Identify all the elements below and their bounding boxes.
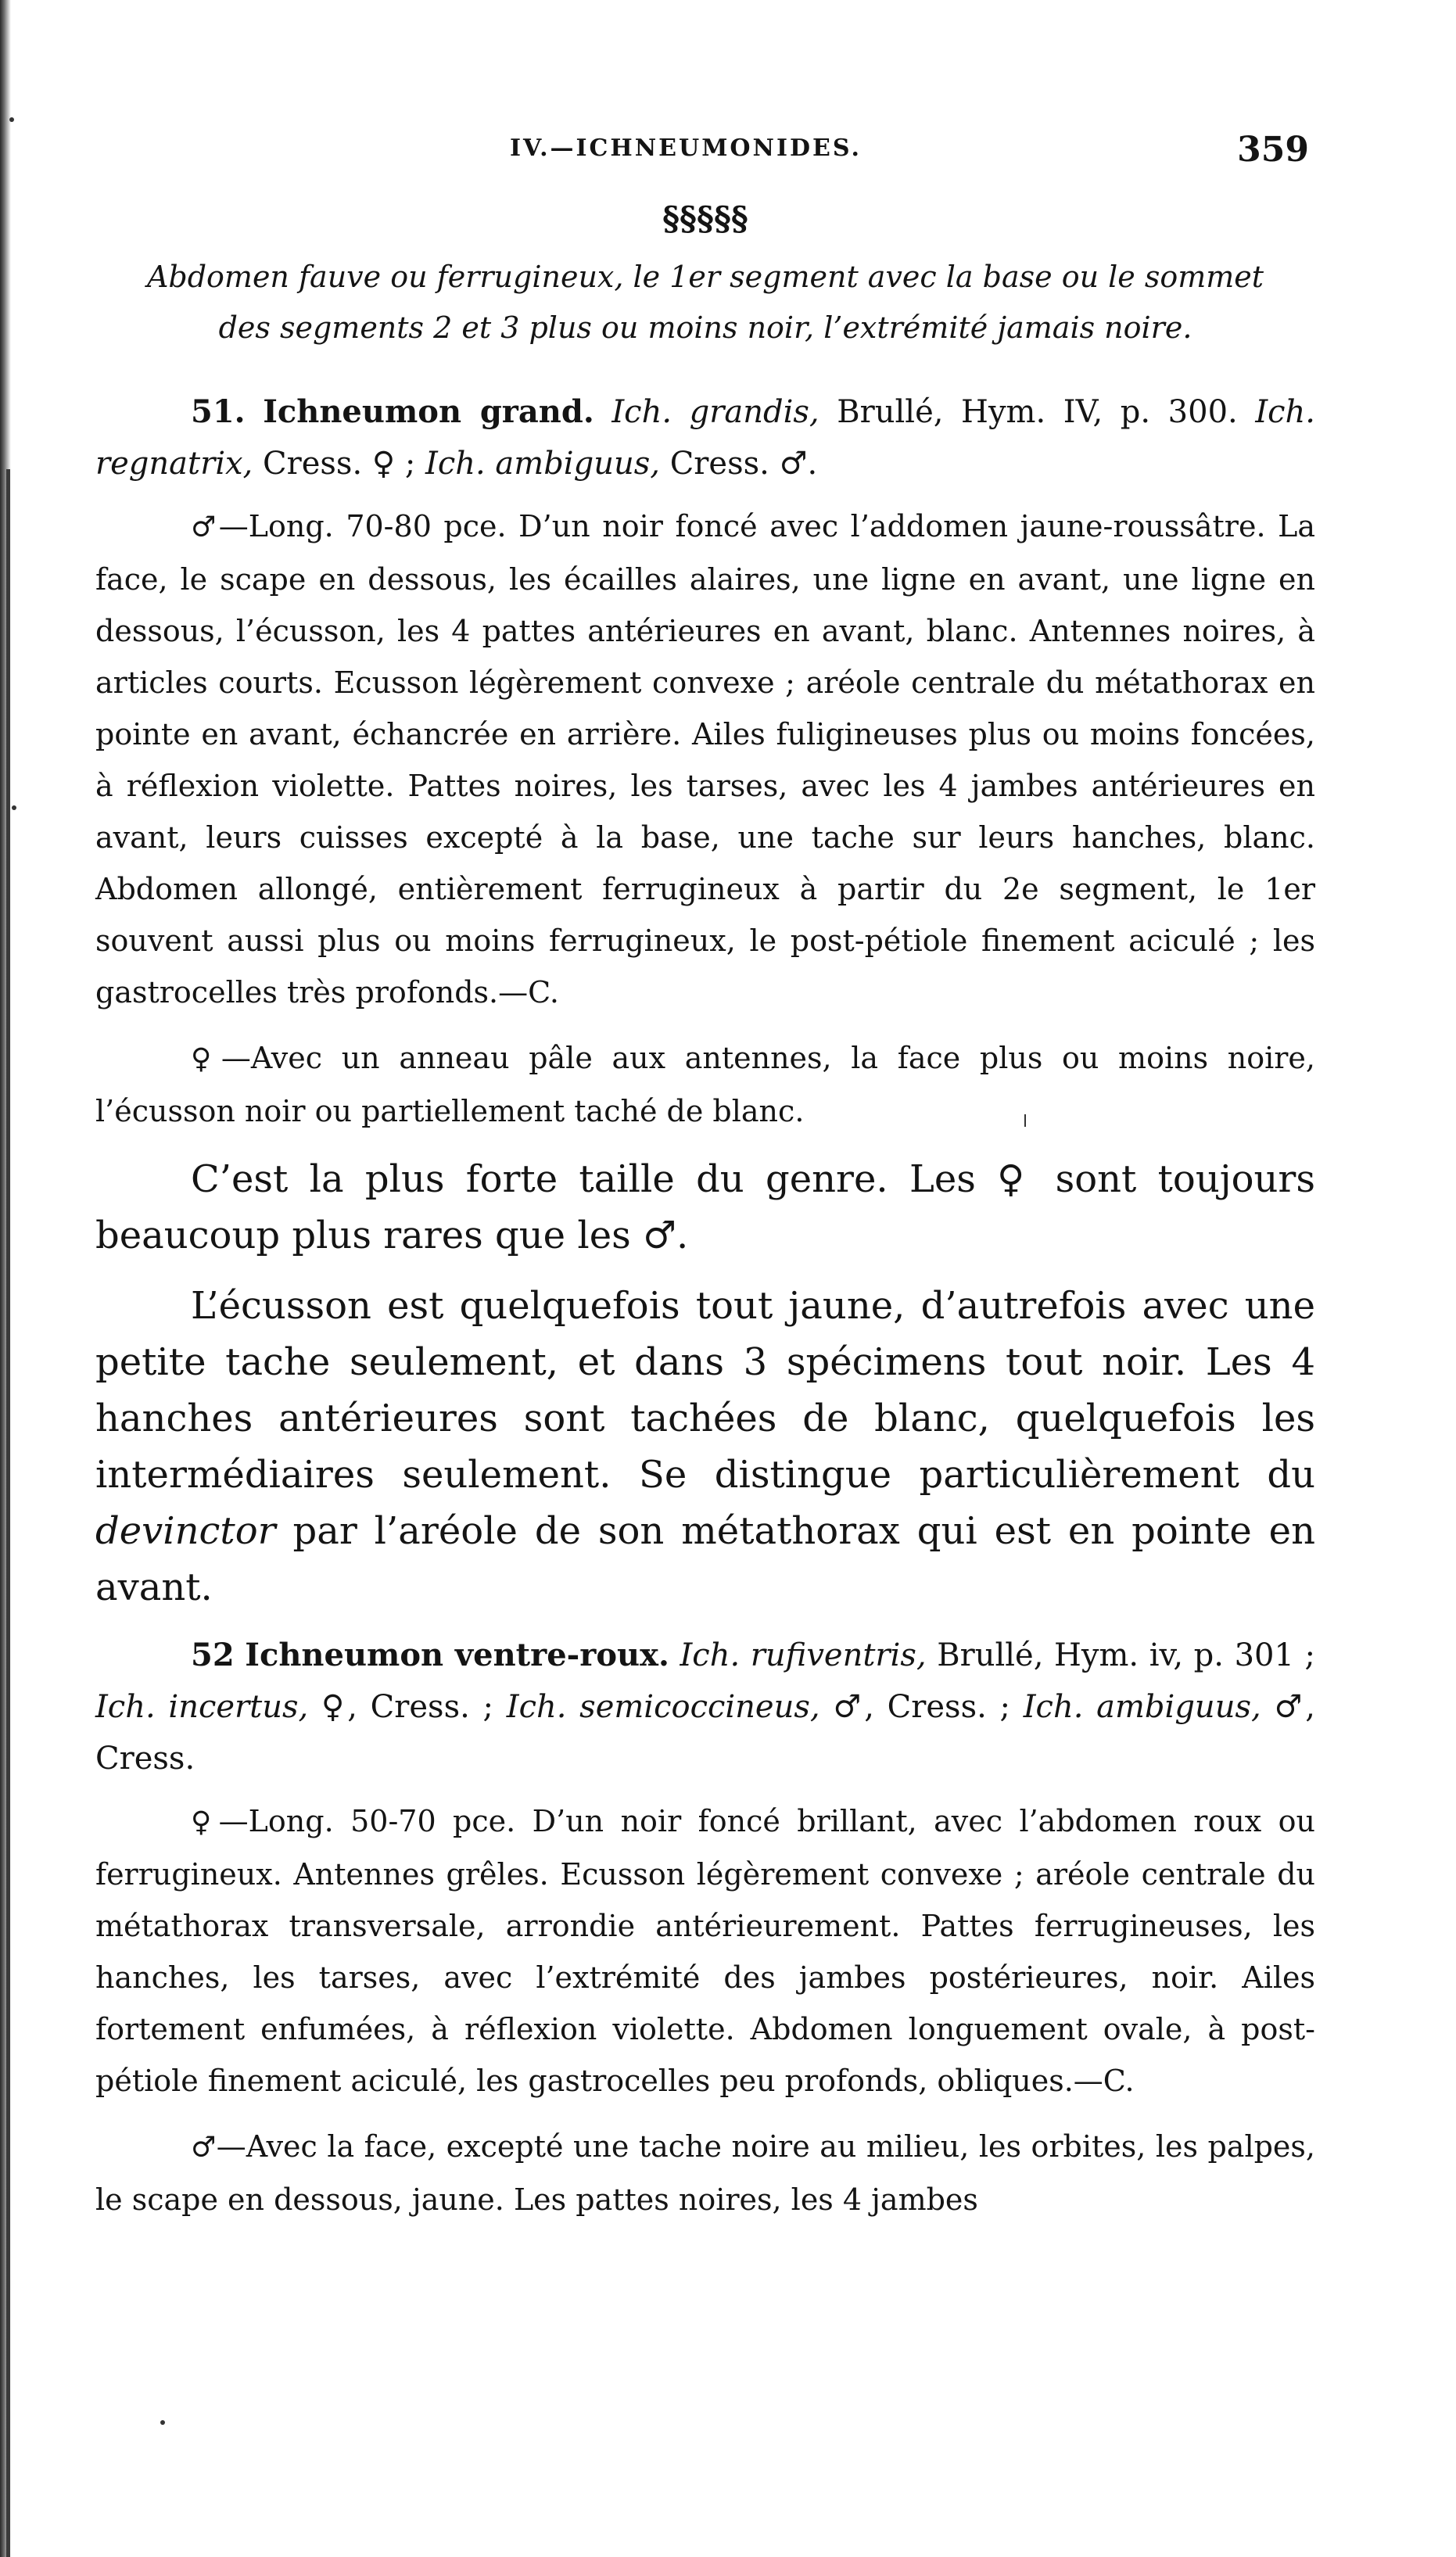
species-number: 51. bbox=[191, 393, 246, 430]
reference: ♂, Cress. bbox=[95, 1689, 1316, 1777]
female-symbol: ♀ bbox=[191, 1043, 221, 1075]
synonym: Ich. incertus, bbox=[95, 1689, 309, 1725]
comment-italic-name: devinctor bbox=[95, 1509, 276, 1553]
page-number: 359 bbox=[1237, 130, 1309, 170]
page-body bbox=[95, 199, 1315, 2240]
reference: Cress. ♀ ; bbox=[263, 446, 416, 482]
reference: ♂, Cress. ; bbox=[833, 1689, 1011, 1725]
species-51-comment-1: C’est la plus forte taille du genre. Les ♀ sont toujours beaucoup plus rares que les ♂. bbox=[95, 1157, 1315, 1257]
female-symbol: ♀ bbox=[191, 1806, 219, 1838]
section-mark: §§§§§ bbox=[662, 199, 748, 238]
description-text: —Avec un anneau pâle aux antennes, la face plus ou moins noire, l’écusson noir ou partiellement taché de blanc. bbox=[95, 1041, 1315, 1128]
species-number: 52 bbox=[191, 1637, 235, 1673]
comment-text: par l’aréole de son métathorax qui est en pointe en avant. bbox=[95, 1509, 1316, 1609]
reference: ♀, Cress. ; bbox=[321, 1689, 494, 1725]
binding-line bbox=[6, 469, 10, 2557]
synonym: Ich. semicoccineus, bbox=[506, 1689, 820, 1725]
comment-text: L’écusson est quelquefois tout jaune, d’autrefois avec une petite tache seulement, et dans 3 spécimens tout noir. Les 4 hanches antérieures sont tachées de blanc, quelquefois les intermédiaires seulement. Se distingue particulièrement du bbox=[95, 1284, 1315, 1497]
male-symbol: ♂ bbox=[191, 511, 219, 543]
reference: Brullé, Hym. iv, p. 301 ; bbox=[937, 1637, 1316, 1673]
reference: Cress. ♂. bbox=[669, 446, 818, 482]
species-51-female-description bbox=[95, 1032, 1315, 1137]
species-52-heading bbox=[95, 1630, 1315, 1784]
speck bbox=[12, 805, 16, 810]
synonym: Ich. grandis, bbox=[611, 394, 819, 430]
synonym: Ich. ambiguus, bbox=[1023, 1689, 1261, 1725]
description-text: —Long. 70-80 pce. D’un noir foncé avec l’addomen jaune-roussâtre. La face, le scape en dessous, les écailles alaires, une ligne en avant, une ligne en dessous, l’écusson, les 4 pattes antérieures en avant, blanc. Antennes noires, à articles courts. Ecusson légèrement convexe ; aréole centrale du métathorax en pointe en avant, échancrée en arrière. Ailes fuligineuses plus ou moins foncées, à réflexion violette. Pattes noires, les tarses, avec les 4 jambes antérieures en avant, leurs cuisses excepté à la base, une tache sur leurs hanches, blanc. Abdomen allongé, entièrement ferrugineux à partir du 2e segment, le 1er souvent aussi plus ou moins ferrugineux, le post-pétiole finement aciculé ; les gastrocelles très profonds.—C. bbox=[95, 509, 1315, 1010]
species-51-male-description bbox=[95, 500, 1315, 1018]
species-51-heading bbox=[95, 386, 1315, 490]
species-52-male-description bbox=[95, 2121, 1315, 2225]
section-description: Abdomen fauve ou ferrugineux, le 1er segment avec la base ou le sommet des segments 2 et 3 plus ou moins noir, l’extrémité jamais noire. bbox=[146, 260, 1264, 345]
running-header bbox=[95, 130, 1315, 181]
speck bbox=[9, 117, 14, 122]
species-name: Ichneumon ventre-roux. bbox=[245, 1637, 669, 1673]
description-text: —Avec la face, excepté une tache noire au milieu, les orbites, les palpes, le scape en dessous, jaune. Les pattes noires, les 4 jambes bbox=[95, 2129, 1315, 2217]
synonym: Ich. regnatrix, bbox=[95, 394, 1316, 482]
description-text: —Long. 50-70 pce. D’un noir foncé brillant, avec l’abdomen roux ou ferrugineux. Antennes grêles. Ecusson légèrement convexe ; aréole centrale du métathorax transversale, arrondie antérieurement. Pattes ferrugineuses, les hanches, les tarses, avec l’extrémité des jambes postérieures, noir. Ailes fortement enfumées, à réflexion violette. Abdomen longuement ovale, à post-pétiole finement aciculé, les gastrocelles peu profonds, obliques.—C. bbox=[95, 1804, 1315, 2098]
male-symbol: ♂ bbox=[191, 2132, 217, 2164]
synonym: Ich. ambiguus, bbox=[425, 446, 660, 482]
species-name: Ichneumon grand. bbox=[263, 393, 594, 430]
species-51-comment-2 bbox=[95, 1278, 1315, 1616]
species-52-female-description bbox=[95, 1795, 1315, 2107]
synonym: Ich. rufiventris, bbox=[680, 1637, 927, 1673]
reference: Brullé, Hym. IV, p. 300. bbox=[837, 394, 1238, 430]
running-title: IV.—ICHNEUMONIDES. bbox=[510, 134, 862, 162]
speck bbox=[160, 2420, 165, 2425]
